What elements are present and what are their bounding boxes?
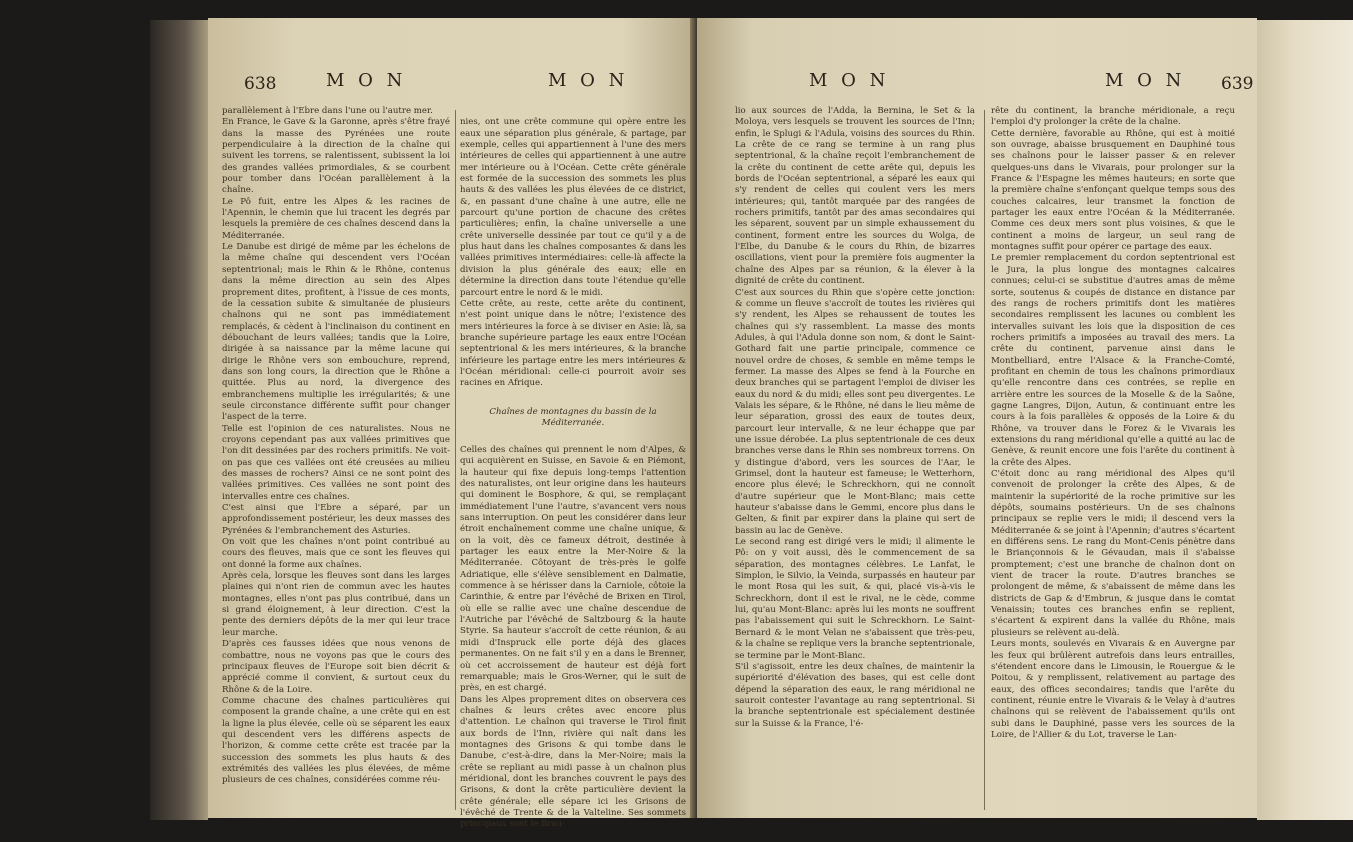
right-column-2: rête du continent, la branche méridionale, a reçu l'emploi d'y prolonger la crête de la chaîne. Cette dernière, favorable au Rhône, qui est à moitié son ouvrage, abaisse brusquement en Dauphiné tous ses chaînons pour le laisser passer & en relever quelques-uns dans le Vivarais, pour prolonger sur la France & l'Espagne les mêmes hauteurs; en sorte que la première chaîne s'enfonçant quelque temps sous des couches calcaires, leur transmet la fonction de partager les eaux entre l'Océan & la Méditerranée. Comme ces deux mers sont plus voisines, & que le continent a moins de largeur, un seul rang de montagnes suffit pour opérer ce partage des eaux. Le premier remplacement du cordon septentrional est le Jura, la plus longue des montagnes calcaires connues; celui-ci se substitue d'autres amas de même sorte, soutenus & coupés de distance en distance par des rangs de rochers primitifs dont les matières secondaires remplissent les lacunes ou comblent les intervalles suivant les lois que la disposition de ces rochers primitifs a imposées au travail des mers. La crête du continent, parvenue ainsi dans le Montbelliard, entre l'Alsace & la Franche-Comté, profitant en chemin de tous les chaînons primordiaux qu'elle rencontre dans ces contrées, se replie en arrière entre les sources de la Moselle & de la Saône, gagne Langres, Dijon, Autun, & continuant entre les cours à la fois parallèles & opposés de la Loire & du Rhône, va trouver dans le Forez & le Vivarais les extensions du rang méridional qu'elle a quitté au lac de Genève, & reunit encore une fois l'arête du continent à la crête des Alpes. C'étoit donc au rang méridional des Alpes qu'il convenoit de prolonger la crête des Alpes, & de maintenir la supériorité de la roche primitive sur les dépôts, soumains postérieurs. Un de ses chaînons principaux se replie vers le midi; il descend vers la Méditerranée & se joint à l'Apennin; d'autres s'écartent en différens sens. Le rang du Mont-Cenis pénètre dans le Briançonnois & le Gévaudan, mais il s'abaisse promptement; c'est une branche de chaînon dont on vient de tracer la route. D'autres branches se prolongent de même, & s'abaissent de même dans les districts de Gap & d'Embrun, & jusque dans le comtat Venaissin; toutes ces branches enfin se replient, s'écartent & expirent dans la vallée du Rhône, mais plusieurs se relèvent au-delà. Leurs monts, soulevés en Vivarais & en Auvergne par les feux qui brûlèrent autrefois dans leurs entrailles, s'étendent encore dans le Limousin, le Rouergue & le Poitou, & y remplissent, relativement au partage des eaux, des offices secondaires; tandis que l'arête du continent, réunie entre le Vivarais & le Velay à d'autres chaînons qui se relèvent de l'abaissement qu'ils ont subi dans le Dauphiné, passe vers les sources de la Loire, de l'Allier & du Lot, traverse le Lan- [991, 106, 1235, 740]
left-page [208, 18, 695, 830]
left-running-head-left: M O N [326, 70, 407, 91]
section-subheading: Chaînes de montagnes du bassin de la Méditerranée. [489, 406, 657, 429]
left-column-2a: nies, ont une crête commune qui opère entre les eaux une séparation plus générale, & partage, par exemple, celles qui appartiennent à l'une des mers intérieures de celles qui appartiennent à une autre mer intérieure ou à l'Océan. Cette crête générale est formée de la succession des sommets les plus hauts & des vallées les plus élevées de ce district, &, en passant d'une chaîne à une autre, elle ne parcourt qu'une portion de chacune des crêtes particulières; enfin, la chaîne universelle a une crête universelle dessinée par tout ce qu'il y a de plus haut dans les chaînes composantes & dans les vallées primitives intermédiaires: celle-là affecte la division la plus générale des eaux; elle en détermine la direction dans toute l'étendue qu'elle parcourt entre le nord & le midi. Cette crête, au reste, cette arête du continent, n'est point unique dans le nôtre; l'existence des mers intérieures la force à se diviser en Asie: là, sa branche supérieure partage les eaux entre l'Océan septentrional & les mers intérieures, & la branche inférieure les partage entre les mers intérieures & l'Océan méridional: celle-ci pourroit avoir ses racines en Afrique. [460, 117, 686, 389]
right-column-1: lio aux sources de l'Adda, la Bernina, le Set & la Moloya, vers lesquels se trouvent les sources de l'Inn; enfin, le Splugi & l'Adula, voisins des sources du Rhin. La crête de ce rang se termine à un rang plus septentrional, & la chaîne reçoit l'embranchement de la crête du continent de cette arête qui, depuis les bords de l'Océan septentrional, a séparé les eaux qui s'y rendent de celles qui coulent vers les mers intérieures; qui, tantôt marquée par des rangées de rochers primitifs, tantôt par des amas secondaires qui les séparent, souvent par un simple exhaussement du continent, forment entre les sources du Wolga, de l'Elbe, du Danube & le cours du Rhin, de bizarres oscillations, vient pour la première fois augmenter la chaîne des Alpes par sa réunion, & la élever à la dignité de crête du continent. C'est aux sources du Rhin que s'opère cette jonction: & comme un fleuve s'accroît de toutes les rivières qui s'y rendent, les Alpes se rehaussent de toutes les chaînes qui s'y rassemblent. La masse des monts Adules, à qui l'Adula donne son nom, & dont le Saint-Gothard fait une partie principale, commence ce nouvel ordre de choses, & semble en même temps le fermer. La masse des Alpes se fend à la Fourche en deux branches qui se partagent l'emploi de diviser les eaux du nord & du midi; elles sont peu divergentes. Le Valais les sépare, & le Rhône, né dans le lieu même de leur séparation, grossi des eaux de toutes deux, parcourt leur intervalle, & ne leur échappe que par une issue dérobée. La plus septentrionale de ces deux branches verse dans le Rhin ses nombreux torrens. On y distingue d'abord, vers les sources de l'Aar, le Grimsel, dont la hauteur est fameuse; le Wetterhorn, encore plus élevé; le Schreckhorn, qui ne connoît d'autre supérieur que le Mont-Blanc; mais cette hauteur s'abaisse dans le Gemmi, encore plus dans le Gelten, & finit par expirer dans la plaine qui sert de bassin au lac de Genève. Le second rang est dirigé vers le midi; il alimente le Pô: on y voit aussi, dès le commencement de sa séparation, des montagnes célèbres. Le Lanfat, le Simplon, le Silvio, la Veinda, surpassés en hauteur par le mont Rosa qui les suit, & qui, placé vis-à-vis le Schreckhorn, dont il est le rival, ne le cède, comme lui, qu'au Mont-Blanc: après lui les monts ne souffrent pas l'abaissement qui suit le Schreckhorn. Le Saint-Bernard & le mont Velan ne s'abaissent que très-peu, & la chaîne se replique vers la branche septentrionale, se termine par le Mont-Blanc. S'il s'agissoit, entre les deux chaînes, de maintenir la supériorité d'élévation des bases, qui est celle dont dépend la séparation des eaux, le rang méridional ne sauroit contester l'avantage au rang septentrional. Si la branche septentrionale est spécialement destinée sur la Suisse & la France, l'é- [735, 106, 975, 729]
right-page [697, 18, 1257, 818]
left-page-edges [150, 20, 208, 820]
right-running-head-left: M O N [809, 70, 890, 91]
left-column-1: parallèlement à l'Ebre dans l'une ou l'autre mer. En France, le Gave & la Garonne, après s'être frayé dans la masse des Pyrénées une route perpendiculaire à la direction de la chaîne qui suivent les torrens, se ralentissent, subissent la loi des grandes vallées primordiales, & se courbent pour tomber dans l'Océan parallèlement à la chaîne. Le Pô fuit, entre les Alpes & les racines de l'Apennin, le chemin que lui tracent les degrés par lesquels la première de ces chaînes descend dans la Méditerranée. Le Danube est dirigé de même par les échelons de la même chaîne qui descendent vers l'Océan septentrional; mais le Rhin & le Rhône, contenus dans la même direction au sein des Alpes proprement dites, profitent, à l'issue de ces monts, de la cessation subite & simultanée de plusieurs chaînons qui ne sont pas immédiatement remplacés, & cèdent à l'inclinaison du continent en débouchant de leurs vallées; tandis que la Loire, dirigée à sa naissance par la même lacune qui dirige le Rhône vers son embouchure, reprend, dans son long cours, la direction que le Rhône a quittée. Plus au nord, la divergence des embranchemens multiplie les irrégularités; & une seule circonstance différente suffit pour changer l'aspect de la terre. Telle est l'opinion de ces naturalistes. Nous ne croyons cependant pas aux vallées primitives que l'on dit dessinées par des rochers primitifs. Ne voit-on pas que ces vallées ont été creusées au milieu des masses de rochers? Ainsi ce ne sont point des vallées primitives. Ces vallées ne sont point des intervalles entre ces chaînes. C'est ainsi que l'Ebre a séparé, par un approfondissement postérieur, les deux masses des Pyrénées & l'embranchement des Asturies. On voit que les chaînes n'ont point contribué au cours des fleuves, mais que ce sont les fleuves qui ont donné la forme aux chaînes. Après cela, lorsque les fleuves sont dans les larges plaines qui n'ont rien de commun avec les hautes montagnes, elles n'ont pas plus contribué, dans un si grand éloignement, à leur direction. C'est la pente des derniers dépôts de la mer qui leur trace leur marche. D'après ces fausses idées que nous venons de combattre, nous ne voyons pas que le cours des principaux fleuves de l'Europe soit bien décrit & apprécié comme il convient, & surtout ceux du Rhône & de la Loire. Comme chacune des chaînes particulières qui composent la grande chaîne, a une crête qui en est la ligne la plus élevée, celle où se séparent les eaux qui descendent vers les différens aspects de l'horizon, & comme cette crête est tracée par la succession des sommets les plus hauts & des extrémités des vallées les plus élevées, de même plusieurs de ces chaînes, considérées comme réu- [222, 106, 450, 786]
right-page-edges [1257, 20, 1353, 820]
right-column-rule [984, 110, 985, 810]
right-running-head-right: M O N [1105, 70, 1186, 91]
left-running-head-right: M O N [548, 70, 629, 91]
left-column-2 [460, 106, 686, 842]
left-column-rule [455, 110, 456, 810]
right-folio: 639 [1221, 74, 1254, 94]
left-column-2b: Celles des chaînes qui prennent le nom d'Alpes, & qui acquièrent en Suisse, en Savoie & en Piémont, la hauteur qui fixe depuis long-temps l'attention des naturalistes, ont leur origine dans les hauteurs qui dominent le Bosphore, & qui, se remplaçant immédiatement l'une l'autre, s'avancent vers nous sans interruption. On peut les considérer dans leur étroit enchaînement comme une chaîne unique, & on la voit, dès ce fameux détroit, destinée à partager les eaux entre la Mer-Noire & la Méditerranée. Côtoyant de très-près le golfe Adriatique, elle s'élève sensiblement en Dalmatie, commence à se hérisser dans la Carniole, côtoie la Carinthie, & entre par l'évêché de Brixen en Tirol, où elle se rallie avec une chaîne descendue de l'Autriche par l'évêché de Saltzbourg & la haute Styrie. Sa hauteur s'accroît de cette réunion, & au midi d'Inspruck elle porte déjà des glaces permanentes. On ne fait s'il y en a dans le Brenner, où cet accroissement de hauteur est déjà fort remarquable; mais le Gros-Werner, qui le suit de près, en est chargé. Dans les Alpes proprement dites on observera ces chaînes & leurs crêtes avec encore plus d'attention. Le chaînon qui traverse le Tirol finit aux bords de l'Inn, rivière qui naît dans les montagnes des Grisons & qui tombe dans le Danube, c'est-à-dire, dans la Mer-Noire; mais la crête se repliant au midi passe à un chaînon plus méridional, dont les branches couvrent le pays des Grisons, & dont la crête particulière devient la crête générale; elle sépare ici les Grisons de l'évêché de Trente & de la Valteline. Ses sommets principaux sont le Brau- [460, 444, 686, 830]
left-folio: 638 [244, 74, 277, 94]
